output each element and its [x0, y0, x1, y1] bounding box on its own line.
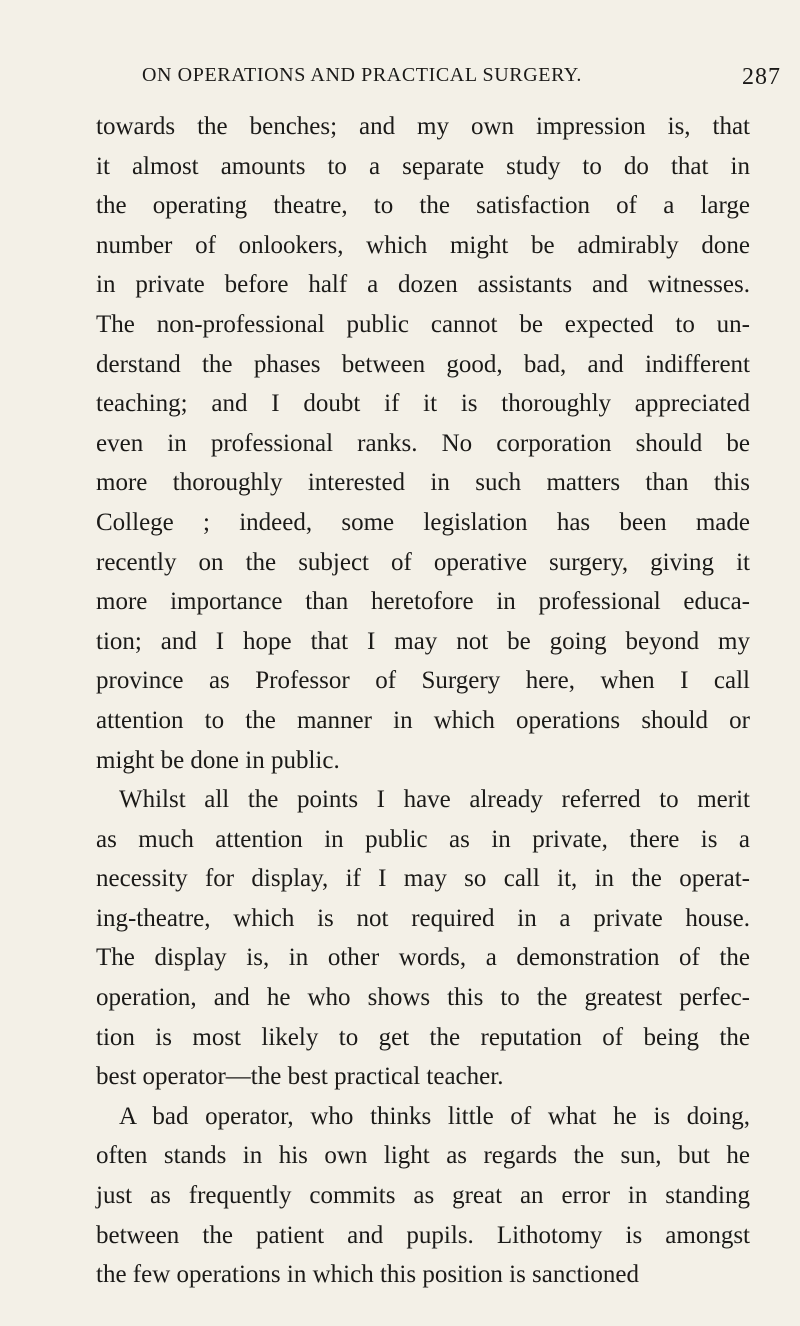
text-line: just as frequently commits as great an error in standing	[96, 1182, 750, 1210]
text-line: might be done in public.	[96, 746, 340, 774]
text-line: College ; indeed, some legislation has been made	[96, 508, 750, 536]
text-line: A bad operator, who thinks little of what he is doing,	[119, 1102, 750, 1130]
text-line: derstand the phases between good, bad, and indifferent	[96, 350, 750, 378]
body-text	[96, 107, 750, 1287]
text-line: as much attention in public as in private, there is a	[96, 825, 750, 853]
text-line: more thoroughly interested in such matters than this	[96, 469, 750, 497]
text-line: tion; and I hope that I may not be going beyond my	[96, 627, 750, 655]
text-line: teaching; and I doubt if it is thoroughly appreciated	[96, 390, 750, 418]
text-line: province as Professor of Surgery here, when I call	[96, 667, 750, 695]
text-line: the operating theatre, to the satisfaction of a large	[96, 192, 750, 220]
text-line: ing-theatre, which is not required in a private house.	[96, 904, 750, 932]
text-line: number of onlookers, which might be admirably done	[96, 231, 750, 259]
text-line: it almost amounts to a separate study to do that in	[96, 152, 750, 180]
text-line: often stands in his own light as regards the sun, but he	[96, 1142, 750, 1170]
text-line: recently on the subject of operative surgery, giving it	[96, 548, 750, 576]
running-header	[0, 64, 800, 94]
text-line: Whilst all the points I have already referred to merit	[119, 786, 750, 814]
text-line: attention to the manner in which operations should or	[96, 706, 750, 734]
text-line: towards the benches; and my own impression is, that	[96, 113, 750, 140]
text-line: the few operations in which this position is sanctioned	[96, 1261, 639, 1289]
running-title: ON OPERATIONS AND PRACTICAL SURGERY.	[142, 64, 582, 86]
text-line: between the patient and pupils. Lithotomy is amongst	[96, 1221, 750, 1249]
text-line: The display is, in other words, a demonstration of the	[96, 944, 750, 972]
page-number: 287	[742, 64, 781, 90]
text-line: tion is most likely to get the reputation of being the	[96, 1023, 750, 1051]
text-line: necessity for display, if I may so call it, in the operat-	[96, 865, 750, 893]
text-line: in private before half a dozen assistants and witnesses.	[96, 271, 750, 299]
text-line: even in professional ranks. No corporation should be	[96, 429, 750, 457]
text-line: operation, and he who shows this to the greatest perfec-	[96, 984, 750, 1012]
text-line: best operator—the best practical teacher.	[96, 1063, 504, 1091]
text-line: The non-professional public cannot be expected to un-	[96, 310, 750, 338]
text-line: more importance than heretofore in professional educa-	[96, 588, 750, 616]
